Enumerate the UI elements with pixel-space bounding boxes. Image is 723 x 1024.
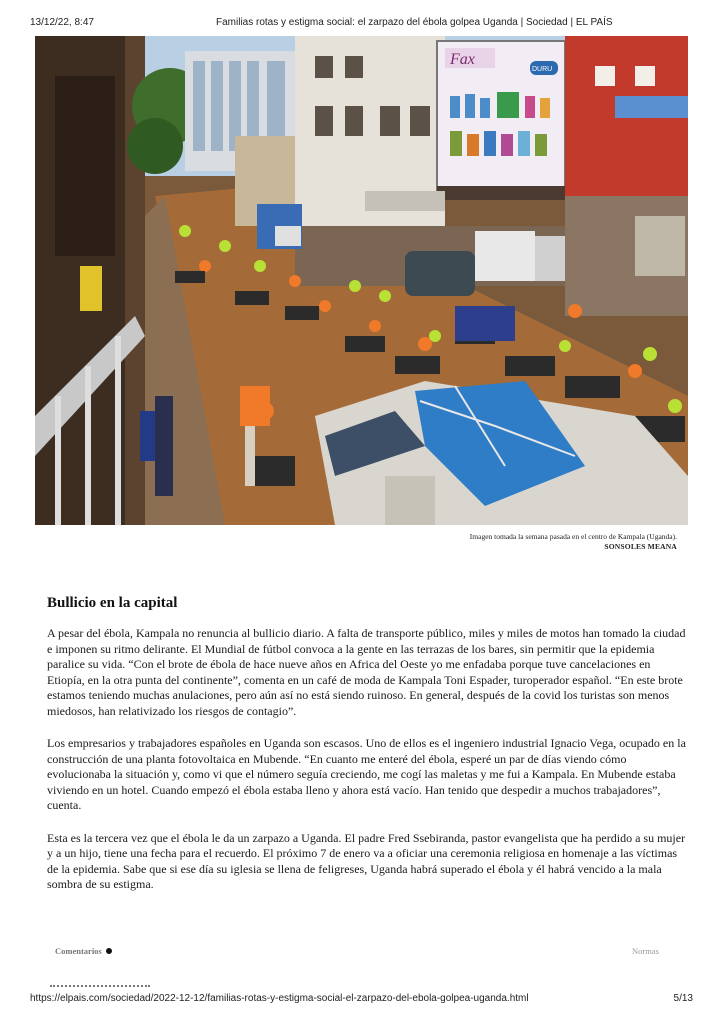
paragraph-1: A pesar del ébola, Kampala no renuncia al bullicio diario. A falta de transporte público, miles y miles de motos han tomado la ciudad e imponen su ritmo delirante. El Mundial de fútbol convoca a la gente en las terrazas de los bares, sin permitir que la epidemia paralice su vida. “Con el brote de ébola de hace nueve años en Africa del Oeste yo me enfadaba porque tuve cancelaciones en Etiopía, en la otra punta del continente”, comenta en un café de moda de Kampala Toni Espader, turoperador español. “En este brote estamos teniendo muchas anulaciones, pero aún así no está siendo ruinoso. En general, después de la covid los turistas son menos miedosos, han relativizado los riesgos de contagio”. (47, 626, 686, 718)
print-url: https://elpais.com/sociedad/2022-12-12/familias-rotas-y-estigma-social-el-zarpazo-del-ebola-golpea-uganda.html (30, 993, 529, 1004)
paragraph-3: Esta es la tercera vez que el ébola le da un zarpazo a Uganda. El padre Fred Ssebiranda, pastor evangelista que ha perdido a su mujer y a un hijo, tiene una fecha para el recuerdo. El próximo 7 de enero va a oficiar una ceremonia religiosa en homenaje a las víctimas de la epidemia. Sabe que si ese día su iglesia se llena de feligreses, Uganda habrá superado el ébola y él habrá vencido a la mala sombra de su estigma. (47, 830, 686, 891)
section-heading: Bullicio en la capital (47, 595, 178, 611)
comments-link[interactable] (55, 946, 112, 956)
print-page-number: 5/13 (673, 993, 693, 1004)
comments-label[interactable]: Comentarios (55, 946, 102, 956)
print-footer (30, 993, 693, 1007)
norms-link[interactable]: Normas (632, 946, 659, 956)
cut-off-text-line (50, 985, 150, 991)
paragraph-2: Los empresarios y trabajadores españoles en Uganda son escasos. Uno de ellos es el ingeniero industrial Ignacio Vega, ocupado en la construcción de una planta fotovoltaica en Mubende. “En cuanto me enteré del ébola, esperé un par de días viendo cómo evolucionaba la situación y, como vi que el número seguía creciendo, me cogí las maletas y me fui a Kampala. En Mubende estaba viviendo en un hotel. Cuando empezó el ébola estaba lleno y ahora está vacío. Han tenido que despedir a muchos trabajadores”, cuenta. (47, 736, 686, 812)
print-date: 13/12/22, 8:47 (30, 17, 94, 28)
comments-dot-icon (106, 948, 112, 954)
article-body (47, 626, 687, 910)
street-scene-illustration (35, 36, 688, 525)
billboard-brand-alt: DURU (532, 66, 553, 73)
photo-credit: SONSOLES MEANA (604, 542, 677, 551)
billboard-brand: Fax (450, 51, 475, 68)
caption-text: Imagen tomada la semana pasada en el centro de Kampala (Uganda). (469, 532, 677, 541)
article-photo (35, 36, 688, 525)
photo-caption (470, 532, 677, 552)
print-page-title: Familias rotas y estigma social: el zarpazo del ébola golpea Uganda | Sociedad | EL PAÍS (216, 17, 613, 28)
print-header (30, 17, 693, 31)
